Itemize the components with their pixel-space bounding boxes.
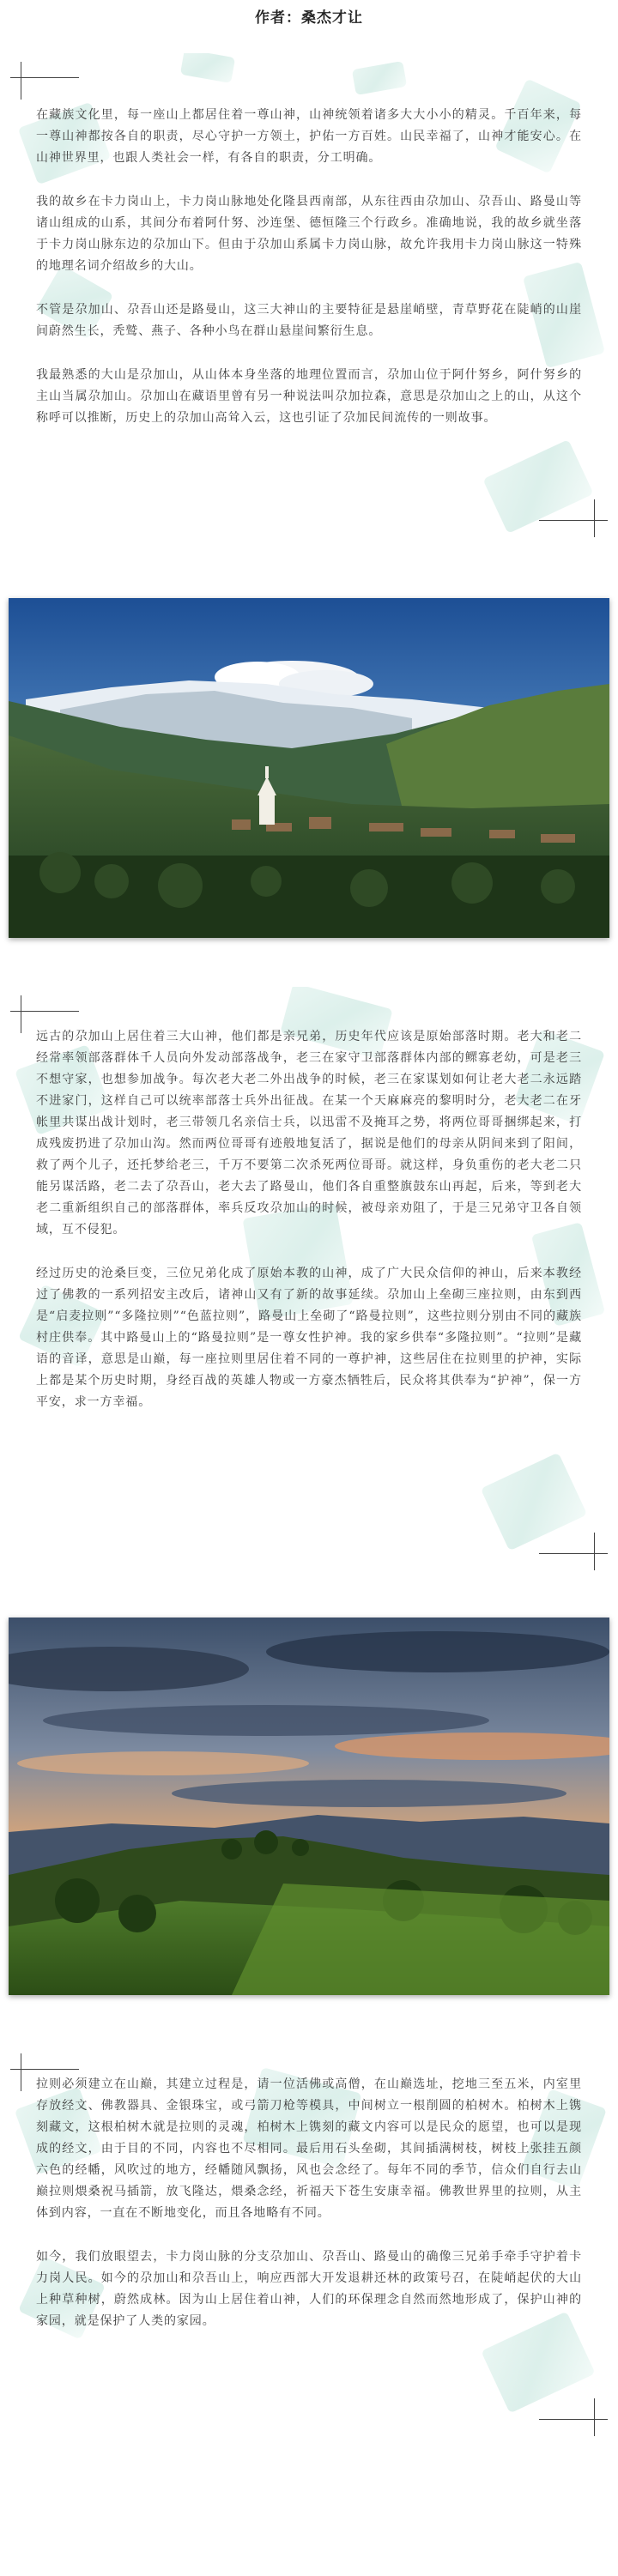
sunset-hill-photo [9, 1618, 609, 1995]
text-card-2 [10, 987, 608, 1584]
paragraph: 如今，我们放眼望去，卡力岗山脉的分支尕加山、尕吾山、路曼山的确像三兄弟手牵手守护着卡力岗人民。如今的尕加山和尕吾山上，响应西部大开发退耕还林的政策号召，在陡峭起伏的大山上种草种树，蔚然成林。因为山上居住着山神，人们的环保理念自然而然地形成了，保护山神的家园，就是保护了人类的家园。 [36, 2250, 582, 2328]
paragraph: 远古的尕加山上居住着三大山神，他们都是亲兄弟，历史年代应该是原始部落时期。老大和老二经常率领部落群体千人员向外发动部落战争，老三在家守卫部落群体内部的鳏寡老幼，可是老三不想守家，也想参加战争。每次老大老二外出战争的时候，老三在家谋划如何让老大老二永远踏不进家门，这样自己可以统率部落士兵外出征战。在某一个天麻麻亮的黎明时分，老大老二在牙帐里共谋出战计划时，老三带领几名亲信士兵，以迅雷不及掩耳之势，将两位哥哥捆绑起来，打成残废扔进了尕加山沟。然而两位哥哥有迹般地复活了，据说是他们的母亲从阴间来到了阳间，救了两个儿子，还托梦给老三，千万不要第二次杀死两位哥哥。就这样，身负重伤的老大老二只能另谋活路，老二去了尕吾山，老大去了路曼山，他们各自重整旗鼓东山再起，后来，等到老大老二重新组织自己的部落群体，率兵反攻尕加山的时候，被母亲劝阻了，于是三兄弟守卫各自领域，互不侵犯。 [36, 1030, 582, 1237]
paragraph: 在藏族文化里，每一座山上都居住着一尊山神，山神统领着诸多大大小小的精灵。千百年来，每一尊山神都按各自的职责，尽心守护一方领土，护佑一方百姓。山民幸福了，山神才能安心。在山神世界里，也跟人类社会一样，有各自的职责，分工明确。 [36, 108, 582, 165]
snow-mountain-temple-photo [9, 598, 609, 938]
paragraph: 不管是尕加山、尕吾山还是路曼山，这三大神山的主要特征是悬崖峭壁，青草野花在陡峭的山崖间蔚然生长，秃鹫、燕子、各种小鸟在群山悬崖间繁衍生息。 [36, 303, 582, 338]
paragraph: 拉则必须建立在山巅，其建立过程是，请一位活佛或高僧，在山巅选址，挖地三至五米，内室里存放经文、佛教器具、金银珠宝，或弓箭刀枪等模具，中间树立一根削圆的柏树木。柏树木上镌刻藏文，这根柏树木就是拉则的灵魂，柏树木上镌刻的藏文内容可以是民众的愿望，也可以是现成的经文，由于目的不同，内容也不尽相同。最后用石头垒砌，其间插满树枝，树枝上张挂五颜六色的经幡，风吹过的地方，经幡随风飘扬，风也会念经了。每年不同的季节，信众们自行去山巅拉则煨桑祝马插箭，放飞隆达，煨桑念经，祈福天下苍生安康幸福。佛教世界里的拉则，从主体到内容，一直在不断地变化，而且各地略有不同。 [36, 2077, 582, 2220]
text-card-3 [10, 2045, 608, 2448]
paragraph: 我的故乡在卡力岗山上，卡力岗山脉地处化隆县西南部，从东往西由尕加山、尕吾山、路曼山等诸山组成的山系，其间分布着阿什努、沙连堡、德恒隆三个行政乡。准确地说，我的故乡就坐落于卡力岗山脉东边的尕加山下。但由于尕加山系属卡力岗山脉，故允许我用卡力岗山脉这一特殊的地理名词介绍故乡的大山。 [36, 195, 582, 273]
author-line: 作者：桑杰才让 [255, 9, 363, 27]
text-card-1 [10, 53, 608, 544]
paragraph: 我最熟悉的大山是尕加山，从山体本身坐落的地理位置而言，尕加山位于阿什努乡，阿什努乡的主山当属尕加山。尕加山在藏语里曾有另一种说法叫尕加拉森，意思是尕加山之上的山，从这个称呼可以推断，历史上的尕加山高耸入云，这也引证了尕加民间流传的一则故事。 [36, 368, 582, 425]
paragraph: 经过历史的沧桑巨变，三位兄弟化成了原始本教的山神，成了广大民众信仰的神山，后来本教经过了佛教的一系列招安主改后，诸神山又有了新的故事延续。尕加山上垒砌三座拉则，由东到西是“启麦拉则”“多隆拉则”“色蓝拉则”，路曼山上垒砌了“路曼拉则”，这些拉则分别由不同的藏族村庄供奉。其中路曼山上的“路曼拉则”是一尊女性护神。我的家乡供奉“多隆拉则”。“拉则”是藏语的音译，意思是山巅，每一座拉则里居住着不同的一尊护神，这些居住在拉则里的护神，实际上都是某个历史时期，身经百战的英雄人物或一方豪杰牺牲后，民众将其供奉为“护神”，保一方平安，求一方幸福。 [36, 1267, 582, 1409]
